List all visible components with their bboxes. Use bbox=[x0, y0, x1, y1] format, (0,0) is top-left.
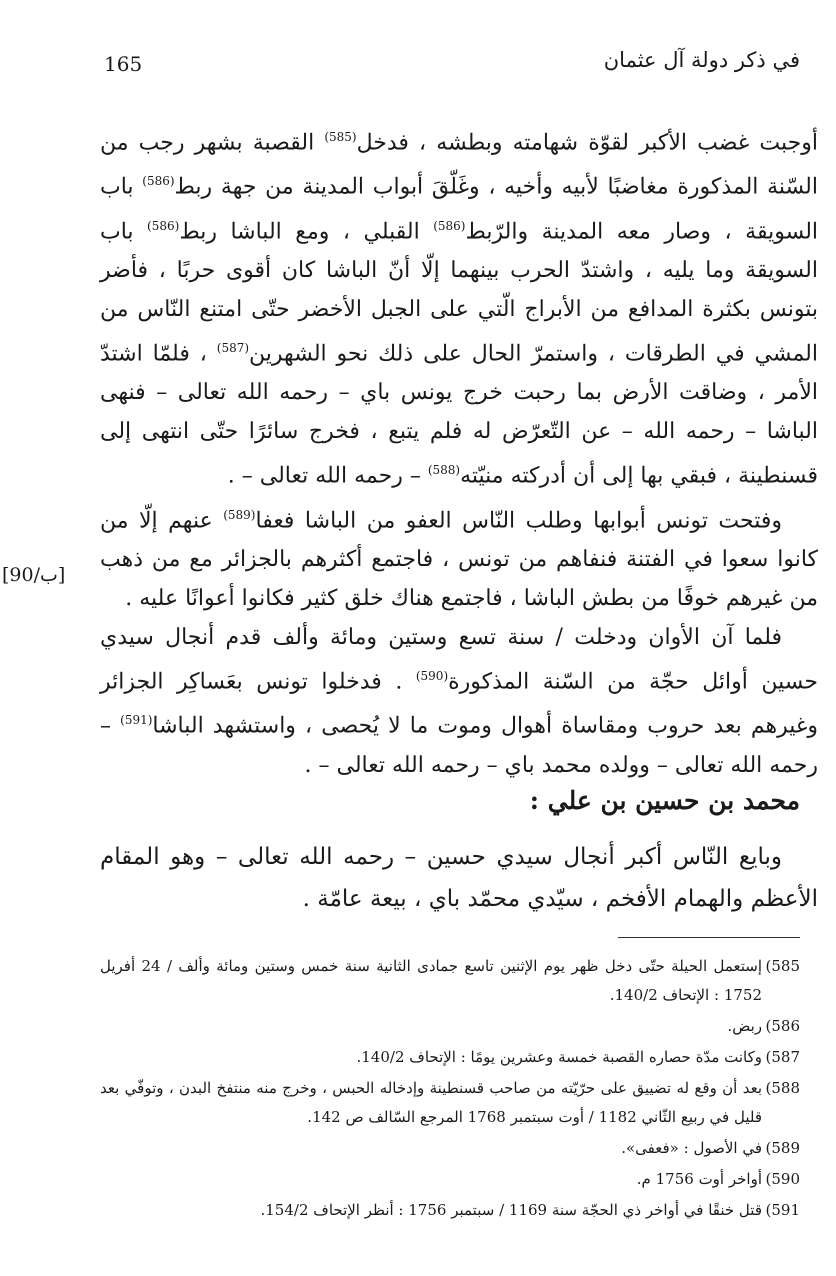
footnote-text: إستعمل الحيلة حتّى دخل ظهر يوم الإثنين تاسع جمادى الثانية سنة خمس وستين ومائة وألف / 24 أفريل 1752 : الإتحاف 140/2. bbox=[100, 957, 762, 1004]
footnote-ref-586[interactable]: (586) bbox=[142, 174, 175, 189]
footnote-587 bbox=[100, 1043, 800, 1072]
footnote-586 bbox=[100, 1012, 800, 1041]
footnote-588 bbox=[100, 1074, 800, 1132]
text-run: . فدخلوا تونس بعَساكِر الجزائر وغيرهم بعد حروب ومقاساة أهوال وموت ما لا يُحصى ، واستشهد الباشا bbox=[100, 669, 818, 739]
paragraph-1 bbox=[100, 118, 818, 496]
text-run: عنهم إلّا من كانوا سعوا في الفتنة فنفاهم من تونس ، فاجتمع أكثرهم بالجزائر مع من ذهب من غيرهم خوفًا من بطش الباشا ، فاجتمع هناك خلق كثير فكانوا أعوانًا عليه . bbox=[100, 507, 818, 611]
text-run: باب السويقة وما يليه ، واشتدّ الحرب بينهما إلّا أنّ الباشا كان أقوى حربًا ، فأضر بتونس بكثرة المدافع من الأبراج الّتي على الجبل الأخضر حتّى امتنع النّاس من المشي في الطرقات ، واستمرّ الحال على ذلك نحو الشهرين bbox=[100, 218, 818, 367]
footnote-589 bbox=[100, 1134, 800, 1163]
text-run: باب السويقة ، وصار معه المدينة والرّبط bbox=[100, 174, 819, 244]
footnote-text: بعد أن وقع له تضييق على حرّيّته من صاحب قسنطينة وإدخاله الحبس ، وخرج منه منتفخ البدن ، وتوفّي بعد قليل في ربيع الثّاني 1182 / أوت سبتمبر 1768 المرجع السّالف ص 142. bbox=[100, 1079, 762, 1126]
text-run: القبلي ، ومع الباشا ربط bbox=[179, 218, 434, 244]
text-run: – رحمه الله تعالى – وولده محمد باي – رحمه الله تعالى – . bbox=[100, 713, 818, 778]
section-body bbox=[100, 836, 818, 920]
section-heading: محمد بن حسين بن علي : bbox=[529, 786, 800, 815]
footnotes bbox=[100, 952, 800, 1227]
paragraph-2 bbox=[100, 496, 818, 618]
footnote-591 bbox=[100, 1196, 800, 1225]
footnote-number: 587) bbox=[765, 1048, 800, 1066]
text-run: فلما آن الأوان ودخلت / سنة تسع وستين ومائة وألف قدم أنجال سيدي حسين أوائل حجّة من السّنة المذكورة bbox=[100, 624, 818, 695]
footnote-number: 591) bbox=[765, 1201, 800, 1219]
text-run: – رحمه الله تعالى – . bbox=[227, 463, 428, 489]
footnote-ref-587[interactable]: (587) bbox=[216, 340, 250, 355]
footnote-585 bbox=[100, 952, 800, 1010]
page-header bbox=[0, 48, 836, 88]
footnote-text: في الأصول : «فعفى». bbox=[621, 1139, 762, 1157]
footnote-number: 589) bbox=[765, 1139, 800, 1157]
footnote-text: ربض. bbox=[727, 1017, 762, 1035]
paragraph-3 bbox=[100, 618, 818, 785]
footnote-text: أواخر أوت 1756 م. bbox=[636, 1170, 762, 1188]
footnote-text: وكانت مدّة حصاره القصبة خمسة وعشرين يومًا : الإتحاف 140/2. bbox=[356, 1048, 762, 1066]
running-title: في ذكر دولة آل عثمان bbox=[603, 48, 800, 72]
footnote-divider bbox=[618, 937, 800, 938]
text-run: وفتحت تونس أبوابها وطلب النّاس العفو من الباشا فعفا bbox=[255, 507, 783, 533]
footnote-ref-591[interactable]: (591) bbox=[120, 713, 153, 728]
footnote-number: 590) bbox=[765, 1170, 800, 1188]
footnote-ref-586[interactable]: (586) bbox=[147, 218, 180, 233]
text-run: أوجبت غضب الأكبر لقوّة شهامته وبطشه ، فدخل bbox=[356, 130, 818, 156]
page-number: 165 bbox=[104, 52, 143, 76]
footnote-ref-590[interactable]: (590) bbox=[415, 668, 449, 683]
footnote-number: 585) bbox=[765, 957, 800, 975]
footnote-ref-588[interactable]: (588) bbox=[427, 463, 461, 478]
footnote-text: قتل خنقًا في أواخر ذي الحجّة سنة 1169 / سبتمبر 1756 : أنظر الإتحاف 154/2. bbox=[260, 1201, 762, 1219]
text-run: ، فلمّا اشتدّ الأمر ، وضاقت الأرض بما رحبت خرج يونس باي – رحمه الله تعالى – فنهى الباشا – رحمه الله – عن التّعرّض له فلم يتبع ، فخرج سائرًا حتّى انتهى إلى قسنطينة ، فبقي بها إلى أن أدركته منيّته bbox=[100, 341, 818, 489]
main-text bbox=[100, 118, 818, 785]
margin-folio-reference: [90/ب] bbox=[2, 564, 66, 586]
footnote-number: 588) bbox=[765, 1079, 800, 1097]
footnote-ref-585[interactable]: (585) bbox=[324, 130, 357, 144]
text-run: القصبة بشهر رجب من السّنة المذكورة مغاضبًا لأبيه وأخيه ، وغَلّقَ أبواب المدينة من جهة ربط bbox=[100, 130, 818, 200]
footnote-ref-586[interactable]: (586) bbox=[433, 218, 466, 233]
footnote-number: 586) bbox=[765, 1017, 800, 1035]
section-paragraph: وبايع النّاس أكبر أنجال سيدي حسين – رحمه الله تعالى – وهو المقام الأعظم والهمام الأفخم ، سيّدي محمّد باي ، بيعة عامّة . bbox=[100, 844, 818, 912]
footnote-590 bbox=[100, 1165, 800, 1194]
footnote-ref-589[interactable]: (589) bbox=[223, 507, 256, 522]
